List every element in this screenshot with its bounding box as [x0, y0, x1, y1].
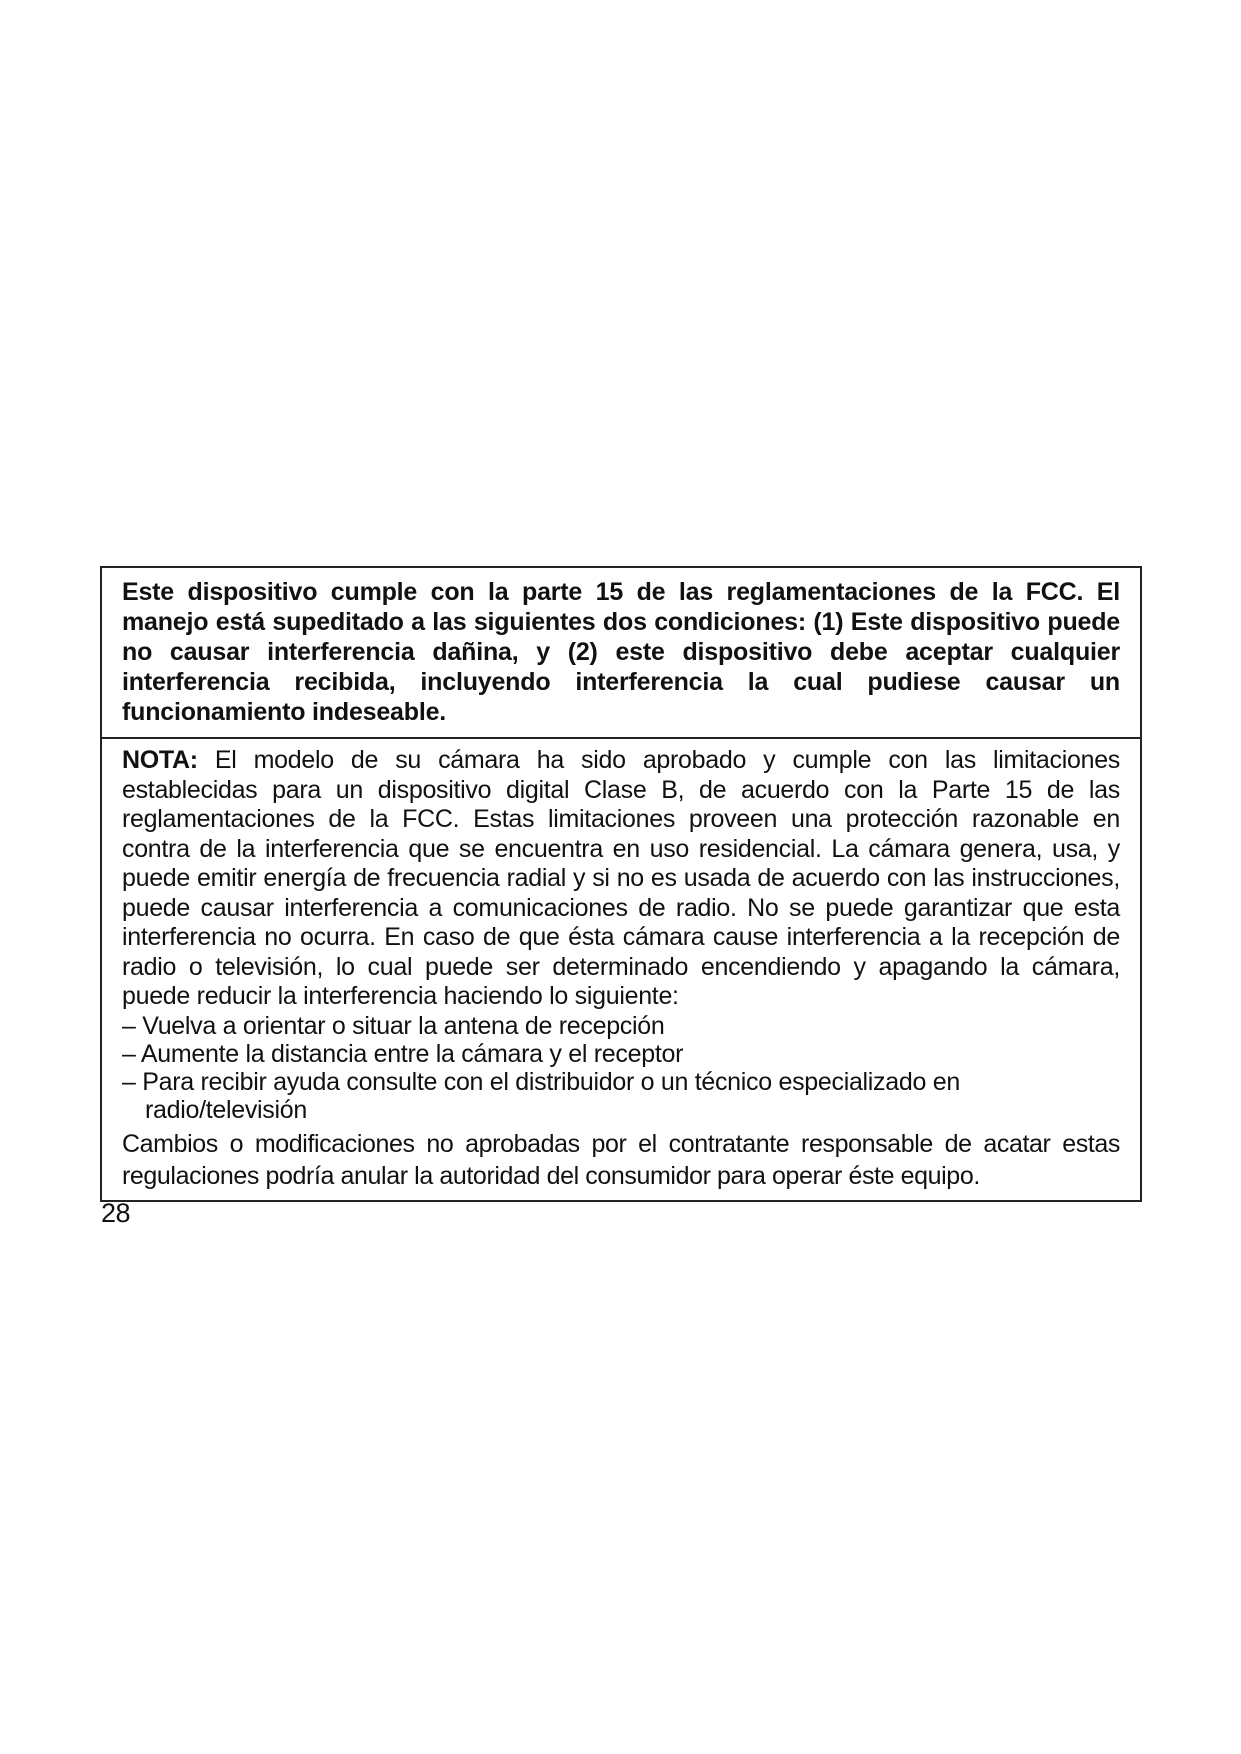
fcc-compliance-section — [102, 568, 1140, 739]
recommendation-item-increase-distance: – Aumente la distancia entre la cámara y el receptor — [122, 1039, 684, 1068]
note-section — [102, 739, 1140, 1200]
modifications-warning: Cambios o modificaciones no aprobadas por el contratante responsable de acatar estas regulaciones podría anular la autoridad del consumidor para operar éste equipo. — [122, 1129, 1120, 1190]
page-number: 28 — [101, 1198, 131, 1228]
recommendation-item-consult-technician: – Para recibir ayuda consulte con el distribuidor o un técnico especializado en radio/televisión — [122, 1067, 960, 1124]
fcc-notice-box — [100, 566, 1142, 1202]
note-text: El modelo de su cámara ha sido aprobado y cumple con las limitaciones establecidas para un dispositivo digital Clase B, de acuerdo con la Parte 15 de las reglamentaciones de la FCC. Estas limitaciones proveen una protección razonable en contra de la interferencia que se encuentra en uso residencial. La cámara genera, usa, y puede emitir energía de frecuencia radial y si no es usada de acuerdo con las instrucciones, puede causar interferencia a comunicaciones de radio. No se puede garantizar que esta interferencia no ocurra. En caso de que ésta cámara cause interferencia a la recepción de radio o televisión, lo cual puede ser determinado encendiendo y apagando la cámara, puede reducir la interferencia haciendo lo siguiente: — [122, 746, 1120, 1010]
note-label: NOTA: — [122, 746, 198, 774]
recommendation-list — [122, 1012, 1120, 1124]
fcc-compliance-statement: Este dispositivo cumple con la parte 15 de las reglamentaciones de la FCC. El manejo está supeditado a las siguientes dos condiciones: (1) Este dispositivo puede no causar interferencia dañina, y (2) este dispositivo debe aceptar cualquier interferencia recibida, incluyendo interferencia la cual pudiese causar un funcionamiento indeseable. — [122, 578, 1120, 726]
recommendation-item-reorient-antenna: – Vuelva a orientar o situar la antena de recepción — [122, 1011, 665, 1040]
note-paragraph — [122, 746, 1120, 1012]
